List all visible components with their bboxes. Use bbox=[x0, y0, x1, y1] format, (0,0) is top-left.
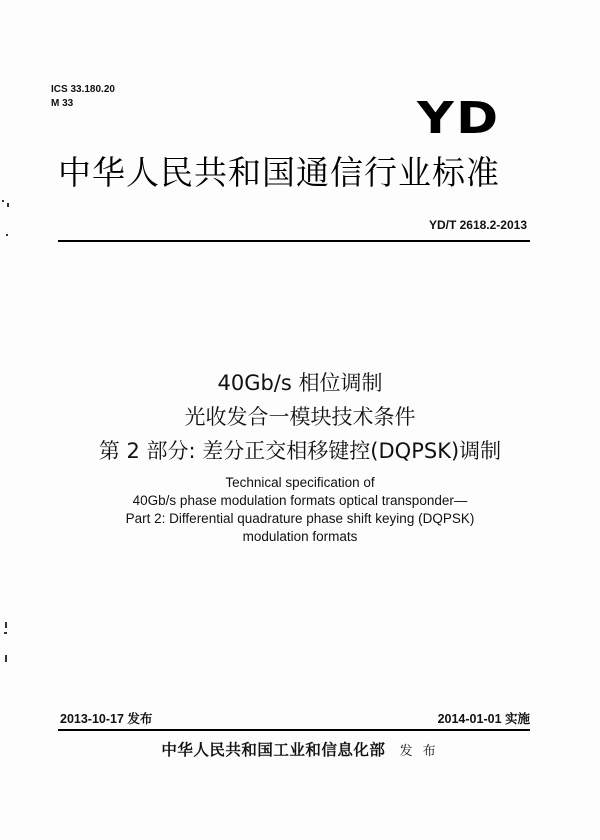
classification-codes bbox=[51, 83, 115, 111]
scan-speck bbox=[5, 655, 7, 662]
ics-code: ICS 33.180.20 bbox=[51, 84, 115, 95]
ccs-code: M 33 bbox=[51, 98, 74, 109]
en-title-line-3: Part 2: Differential quadrature phase shift keying (DQPSK) bbox=[125, 511, 475, 526]
yd-logo: YD bbox=[416, 93, 500, 144]
scan-speck bbox=[5, 622, 7, 628]
en-title bbox=[0, 474, 600, 546]
issuing-authority bbox=[0, 738, 600, 760]
issue-label: 发 布 bbox=[399, 744, 439, 759]
scan-speck bbox=[2, 200, 4, 202]
release-date: 2013-10-17 发布 bbox=[60, 712, 153, 726]
cn-title-line-3: 第 2 部分: 差分正交相移键控(DQPSK)调制 bbox=[98, 439, 502, 463]
implementation-date: 2014-01-01 实施 bbox=[437, 712, 530, 726]
en-title-line-1: Technical specification of bbox=[225, 475, 375, 490]
scan-speck bbox=[6, 234, 8, 236]
en-title-line-4: modulation formats bbox=[242, 529, 358, 544]
standard-number: YD/T 2618.2-2013 bbox=[428, 218, 527, 232]
issuer-name: 中华人民共和国工业和信息化部 bbox=[161, 740, 386, 759]
cn-title-line-2: 光收发合一模块技术条件 bbox=[184, 405, 416, 429]
standard-type-title: 中华人民共和国通信行业标准 bbox=[58, 153, 500, 192]
cn-title-line-1: 40Gb/s 相位调制 bbox=[217, 371, 383, 395]
scan-speck bbox=[4, 632, 7, 634]
en-title-line-2: 40Gb/s phase modulation formats optical transponder— bbox=[132, 493, 468, 508]
footer-divider bbox=[58, 729, 530, 731]
scan-speck bbox=[7, 203, 9, 207]
header-divider bbox=[58, 240, 530, 242]
